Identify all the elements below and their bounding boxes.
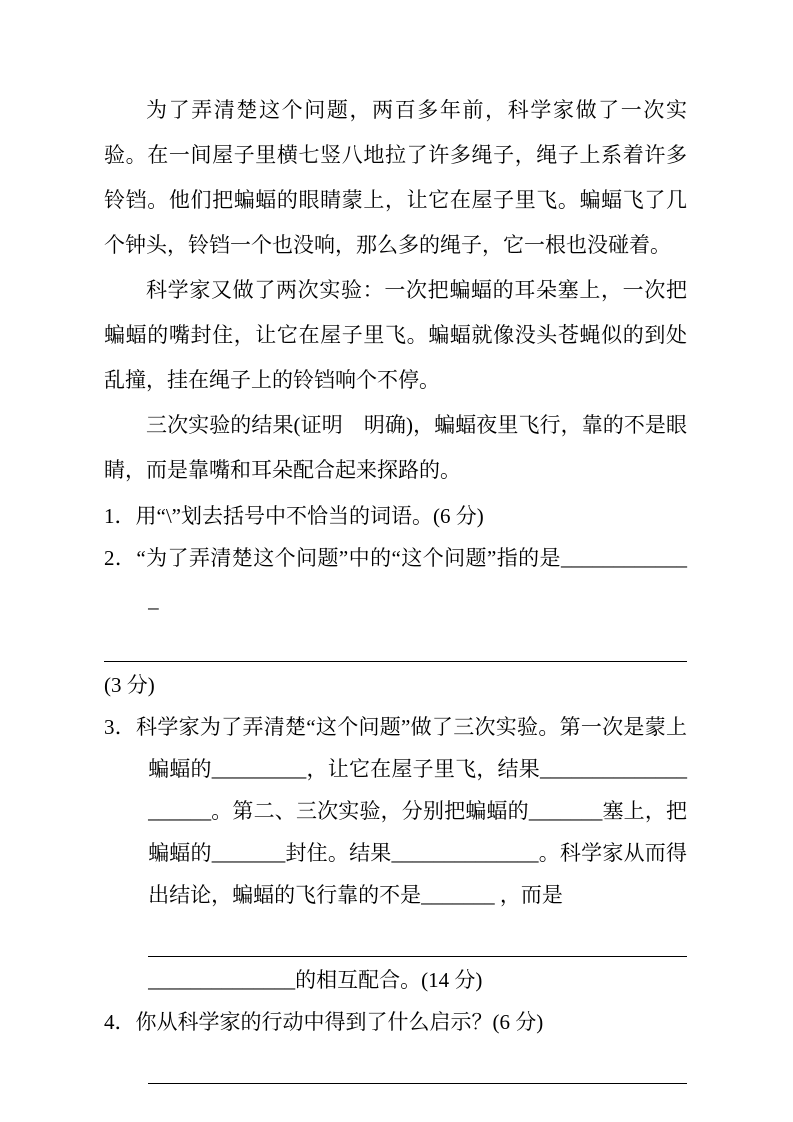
question-1: 1．用“\”划去括号中不恰当的词语。(6 分) bbox=[104, 504, 484, 528]
question-3-tail: ______________的相互配合。(14 分) bbox=[148, 968, 483, 992]
question-4: 4．你从科学家的行动中得到了什么启示？(6 分) bbox=[104, 1010, 544, 1034]
answer-line bbox=[148, 1043, 687, 1084]
question-2: 2．“为了弄清楚这个问题”中的“这个问题”指的是_____________ bbox=[104, 546, 687, 612]
passage-paragraph-2: 科学家又做了两次实验：一次把蝙蝠的耳朵塞上，一次把蝙蝠的嘴封住，让它在屋子里飞。蝙蝠就像没头苍蝇似的到处乱撞，挂在绳子上的铃铛响个不停。 bbox=[104, 278, 687, 392]
question-list bbox=[104, 495, 687, 1084]
passage-paragraph-1: 为了弄清楚这个问题，两百多年前，科学家做了一次实验。在一间屋子里横七竖八地拉了许多绳子，绳子上系着许多铃铛。他们把蝙蝠的眼睛蒙上，让它在屋子里飞。蝙蝠飞了几个钟头，铃铛一个也没响，那么多的绳子，它一根也没碰着。 bbox=[104, 98, 687, 257]
answer-line bbox=[148, 916, 687, 957]
question-2-score: (3 分) bbox=[104, 673, 155, 697]
answer-line bbox=[104, 621, 687, 662]
reading-passage bbox=[104, 88, 687, 493]
passage-paragraph-3: 三次实验的结果(证明 明确)，蝙蝠夜里飞行，靠的不是眼睛，而是靠嘴和耳朵配合起来探路的。 bbox=[104, 413, 687, 482]
question-3: 3．科学家为了弄清楚“这个问题”做了三次实验。第一次是蒙上蝙蝠的_________，让它在屋子里飞，结果____________________。第二、三次实验，分别把蝙蝠的_______塞上，把蝙蝠的_______封住。结果______________。科学家从而得出结论，蝙蝠的飞行靠的不是_______ ，而是 bbox=[104, 715, 687, 907]
